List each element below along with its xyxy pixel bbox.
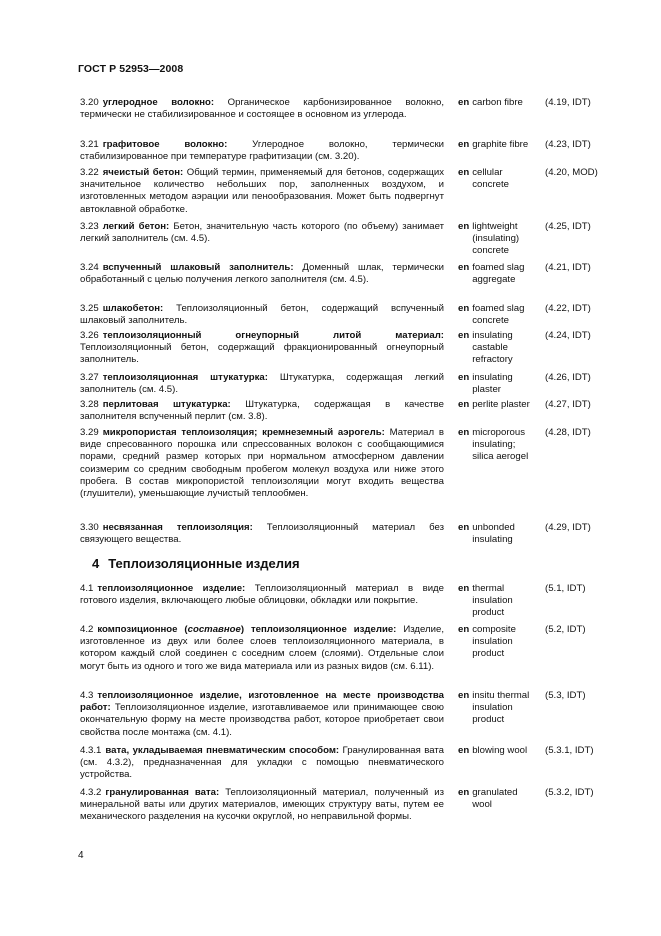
term-name: перлитовая штукатурка: <box>102 399 231 410</box>
entry-number: 3.29 <box>80 427 99 438</box>
document-id: ГОСТ Р 52953—2008 <box>78 63 184 75</box>
term-name: углеродное волокно: <box>102 97 215 108</box>
english-equivalent <box>458 262 538 286</box>
definition-text: Доменный шлак, термически обработанный с целью получения легкого заполнителя (см. 4.5). <box>80 262 444 286</box>
english-term: thermal insulation product <box>472 583 513 619</box>
entry-number: 3.24 <box>80 262 99 273</box>
entry-number: 3.26 <box>80 330 99 341</box>
english-equivalent <box>458 624 538 661</box>
definition <box>80 427 444 500</box>
definition <box>80 690 444 739</box>
lang-code: en <box>458 167 470 178</box>
english-equivalent <box>458 139 538 151</box>
iso-reference: (4.27, IDT) <box>545 399 591 410</box>
lang-code: en <box>458 97 470 108</box>
lang-code: en <box>458 427 470 438</box>
english-term: granulated wool <box>472 787 518 811</box>
lang-code: en <box>458 399 470 410</box>
term-name: легкий бетон: <box>102 221 170 232</box>
term-italic-part: составное <box>187 624 241 635</box>
english-equivalent <box>458 427 538 464</box>
entry-number: 3.21 <box>80 139 99 150</box>
definition-text: Гранулированная вата (см. 4.3.2), предназначенная для укладки с помощью пневматического устройства. <box>80 745 444 781</box>
entry-number: 4.1 <box>80 583 94 594</box>
iso-reference: (4.26, IDT) <box>545 372 591 383</box>
definition-text: Теплоизоляционный материал без связующего вещества. <box>80 522 444 546</box>
iso-reference: (5.2, IDT) <box>545 624 586 635</box>
entry-number: 3.20 <box>80 97 99 108</box>
iso-reference: (5.3.2, IDT) <box>545 787 594 798</box>
english-equivalent <box>458 372 538 396</box>
entry-number: 4.3.1 <box>80 745 102 756</box>
term-name: графитовое волокно: <box>102 139 228 150</box>
lang-code: en <box>458 522 470 533</box>
term-part: ) теплоизоляционное изделие: <box>240 624 397 635</box>
english-term: carbon fibre <box>472 97 523 108</box>
english-term: blowing wool <box>472 745 528 756</box>
page-number: 4 <box>78 850 84 861</box>
iso-reference: (5.3.1, IDT) <box>545 745 594 756</box>
entry-number: 3.23 <box>80 221 99 232</box>
entry-number: 3.22 <box>80 167 99 178</box>
lang-code: en <box>458 262 470 273</box>
iso-reference: (4.20, MOD) <box>545 167 598 178</box>
lang-code: en <box>458 745 470 756</box>
section-title: Теплоизоляционные изделия <box>108 556 300 571</box>
definition <box>80 262 444 286</box>
term-name: теплоизоляционное изделие, изготовленное на месте производства работ: <box>80 690 444 714</box>
lang-code: en <box>458 372 470 383</box>
term-part: композиционное ( <box>97 624 188 635</box>
definition-text: Теплоизоляционный материал в виде готового изделия, включающего любые облицовки, обкладки или покрытие. <box>80 583 444 607</box>
iso-reference: (4.22, IDT) <box>545 303 591 314</box>
term-name: микропористая теплоизоляция; кремнеземный аэрогель: <box>102 427 385 438</box>
lang-code: en <box>458 624 470 635</box>
english-equivalent <box>458 583 538 620</box>
iso-reference: (4.28, IDT) <box>545 427 591 438</box>
definition-text: Бетон, значительную часть которого (по объему) занимает легкий заполнитель (см. 4.5). <box>80 221 444 245</box>
term-name <box>97 624 396 635</box>
lang-code: en <box>458 330 470 341</box>
definition-text: Органическое карбонизированное волокно, термически не стабилизированное и состоящее в основном из углерода. <box>80 97 444 121</box>
english-equivalent <box>458 745 538 757</box>
definition-text: Теплоизоляционный бетон, содержащий фракционированный огнеупорный заполнитель. <box>80 342 444 366</box>
definition <box>80 330 444 367</box>
definition-text: Штукатурка, содержащая в качестве заполнителя вспученный перлит (см. 3.8). <box>80 399 444 423</box>
english-equivalent <box>458 221 538 258</box>
definition <box>80 221 444 245</box>
iso-reference: (5.3, IDT) <box>545 690 586 701</box>
definition <box>80 167 444 216</box>
definition-text: Материал в виде спресованного порошка или спрессованных волокон с сообщающимися порами, средний размер которых при нормальном атмосферном давлении соизмерим со средним свободным пробегом молекул воздуха или ниже этого пробега. В состав микропористой теплоизоляции могут входить вещества (глушители), уменьшающие лучистый теплообмен. <box>80 427 444 500</box>
section-number: 4 <box>92 556 100 571</box>
definition <box>80 399 444 423</box>
english-term: foamed slag concrete <box>472 303 525 327</box>
lang-code: en <box>458 303 470 314</box>
definition-text: Изделие, изготовленное из двух или более слоев теплоизоляционного материала, в котором каждый слой соединен с соседним слоем (слоями). Отдельные слои могут быть из одного и того же вида материала или из разных видов (см. 6.11). <box>80 624 444 672</box>
english-term: unbonded insulating <box>472 522 515 546</box>
term-name: теплоизоляционное изделие: <box>97 583 246 594</box>
english-term: insulating castable refractory <box>472 330 513 366</box>
definition <box>80 303 444 327</box>
section-heading <box>92 556 300 571</box>
entry-number: 3.27 <box>80 372 99 383</box>
english-equivalent <box>458 330 538 367</box>
iso-reference: (4.25, IDT) <box>545 221 591 232</box>
entry-number: 4.3 <box>80 690 94 701</box>
entry-number: 3.28 <box>80 399 99 410</box>
lang-code: en <box>458 787 470 798</box>
definition <box>80 624 444 673</box>
english-term: composite insulation product <box>472 624 516 660</box>
lang-code: en <box>458 690 470 701</box>
term-name: вата, укладываемая пневматическим способом: <box>105 745 340 756</box>
definition-text: Теплоизоляционный материал, полученный из минеральной ваты или других материалов, имеющих структуру ваты, путем ее механического разделения на кусочки округлой, но неправильной формы. <box>80 787 444 823</box>
term-name: теплоизоляционная штукатурка: <box>102 372 268 383</box>
english-equivalent <box>458 690 538 727</box>
iso-reference: (5.1, IDT) <box>545 583 586 594</box>
iso-reference: (4.29, IDT) <box>545 522 591 533</box>
definition-text: Углеродное волокно, термически стабилизированное при температуре графитизации (см. 3.20). <box>80 139 445 163</box>
english-term: graphite fibre <box>472 139 529 150</box>
english-equivalent <box>458 303 538 327</box>
definition-text: Общий термин, применяемый для бетонов, содержащих значительное количество небольших пор, заполненных воздухом, и изготовленных методом аэрации или пенообразования. Может быть подвергнут автоклавной обработке. <box>80 167 445 215</box>
english-equivalent <box>458 399 538 411</box>
lang-code: en <box>458 583 470 594</box>
english-term: cellular concrete <box>472 167 509 191</box>
definition <box>80 745 444 782</box>
definition-text: Штукатурка, содержащая легкий заполнитель (см. 4.5). <box>80 372 444 396</box>
definition <box>80 139 444 163</box>
term-name: ячеистый бетон: <box>102 167 184 178</box>
english-equivalent <box>458 522 538 546</box>
english-equivalent <box>458 167 538 191</box>
definition <box>80 583 444 607</box>
definition <box>80 522 444 546</box>
english-equivalent <box>458 787 538 811</box>
english-term: insitu thermal insulation product <box>472 690 530 726</box>
definition <box>80 787 444 824</box>
iso-reference: (4.23, IDT) <box>545 139 591 150</box>
entry-number: 4.2 <box>80 624 94 635</box>
iso-reference: (4.19, IDT) <box>545 97 591 108</box>
term-name: гранулированная вата: <box>105 787 220 798</box>
iso-reference: (4.24, IDT) <box>545 330 591 341</box>
english-term: lightweight (insulating) concrete <box>472 221 520 257</box>
entry-number: 4.3.2 <box>80 787 102 798</box>
english-term: perlite plaster <box>472 399 530 410</box>
term-name: теплоизоляционный огнеупорный литой материал: <box>102 330 444 341</box>
definition <box>80 97 444 121</box>
definition-text: Теплоизоляционное изделие, изготавливаемое или принимающее свою окончательную форму на месте производства работ, которое приобретает свои свойства после монтажа (см. 4.1). <box>80 702 444 738</box>
english-term: foamed slag aggregate <box>472 262 525 286</box>
term-name: вспученный шлаковый заполнитель: <box>102 262 294 273</box>
entry-number: 3.30 <box>80 522 99 533</box>
english-term: insulating plaster <box>472 372 513 396</box>
english-term: microporous insulating; silica aerogel <box>472 427 529 463</box>
definition-text: Теплоизоляционный бетон, содержащий вспученный шлаковый заполнитель. <box>80 303 444 327</box>
english-equivalent <box>458 97 538 109</box>
definition <box>80 372 444 396</box>
term-name: шлакобетон: <box>102 303 164 314</box>
iso-reference: (4.21, IDT) <box>545 262 591 273</box>
term-name: несвязанная теплоизоляция: <box>102 522 253 533</box>
lang-code: en <box>458 139 470 150</box>
entry-number: 3.25 <box>80 303 99 314</box>
lang-code: en <box>458 221 470 232</box>
